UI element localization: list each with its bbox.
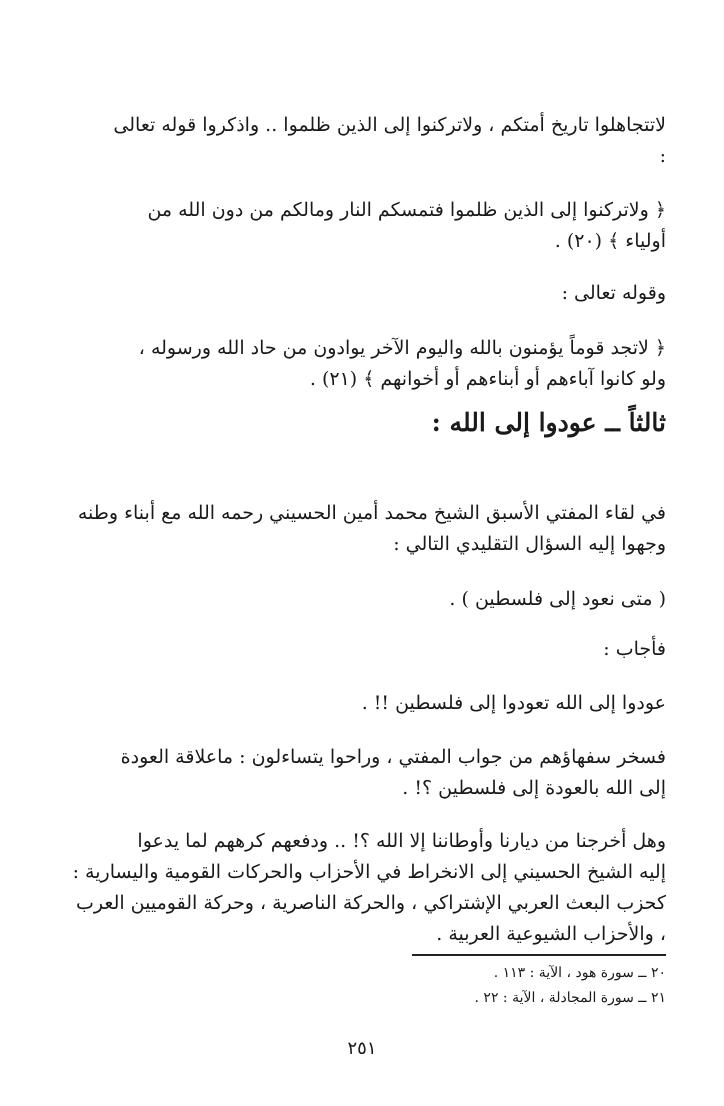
footnote-21: ٢١ ــ سورة المجادلة ، الآية : ٢٢ .	[474, 990, 666, 1006]
text-line: ( متى نعود إلى فلسطين ) .	[449, 588, 666, 610]
paragraph-parties	[56, 826, 666, 950]
paragraph-mufti-meeting	[56, 498, 666, 560]
quran-quote-hud	[56, 195, 666, 257]
text-line: فأجاب :	[603, 638, 666, 660]
paragraph-intro-verse	[56, 278, 666, 309]
quran-quote-mujadila	[56, 333, 666, 395]
paragraph-mockery	[56, 742, 666, 804]
text-line: ولو كانوا آباءهم أو أبناءهم أو أخوانهم ﴾ (٢١) .	[309, 368, 666, 390]
text-line: إليه الشيخ الحسيني إلى الانخراط في الأحزاب والحركات القومية واليسارية :	[72, 861, 666, 883]
text-line: كحزب البعث العربي الإشتراكي ، والحركة الناصرية ، وحركة القوميين العرب	[76, 892, 666, 914]
footnote-20: ٢٠ ــ سورة هود ، الآية : ١١٣ .	[493, 965, 666, 981]
text-line: لاتتجاهلوا تاريخ أمتكم ، ولاتركنوا إلى الذين ظلموا .. واذكروا قوله تعالى	[113, 114, 666, 136]
text-line: أولياء ﴾ (٢٠) .	[554, 230, 666, 252]
paragraph-answer	[56, 688, 666, 719]
text-line: ﴿ ولاتركنوا إلى الذين ظلموا فتمسكم النار ومالكم من دون الله من	[147, 199, 666, 221]
text-line: وقوله تعالى :	[561, 282, 666, 304]
footnote-divider	[412, 954, 666, 956]
text-line: إلى الله بالعودة إلى فلسطين ؟! .	[402, 777, 666, 799]
paragraph-history	[56, 110, 666, 172]
text-line: ، والأحزاب الشيوعية العربية .	[436, 923, 666, 945]
text-line: وهل أخرجنا من ديارنا وأوطاننا إلا الله ؟! .. ودفعهم كرههم لما يدعوا	[137, 830, 666, 852]
text-line: وجهوا إليه السؤال التقليدي التالي :	[393, 533, 666, 555]
text-line: فسخر سفهاؤهم من جواب المفتي ، وراحوا يتساءلون : ماعلاقة العودة	[120, 746, 666, 768]
page-number: ٢٥١	[347, 1038, 377, 1059]
text-line: في لقاء المفتي الأسبق الشيخ محمد أمين الحسيني رحمه الله مع أبناء وطنه	[77, 502, 666, 524]
section-heading: ثالثاً ــ عودوا إلى الله :	[431, 408, 666, 437]
paragraph-question	[56, 584, 666, 615]
text-line: عودوا إلى الله تعودوا إلى فلسطين !! .	[361, 692, 666, 714]
text-line: :	[659, 145, 666, 167]
text-line: ﴿ لاتجد قوماً يؤمنون بالله واليوم الآخر يوادون من حاد الله ورسوله ،	[138, 337, 666, 359]
paragraph-answered	[56, 634, 666, 665]
